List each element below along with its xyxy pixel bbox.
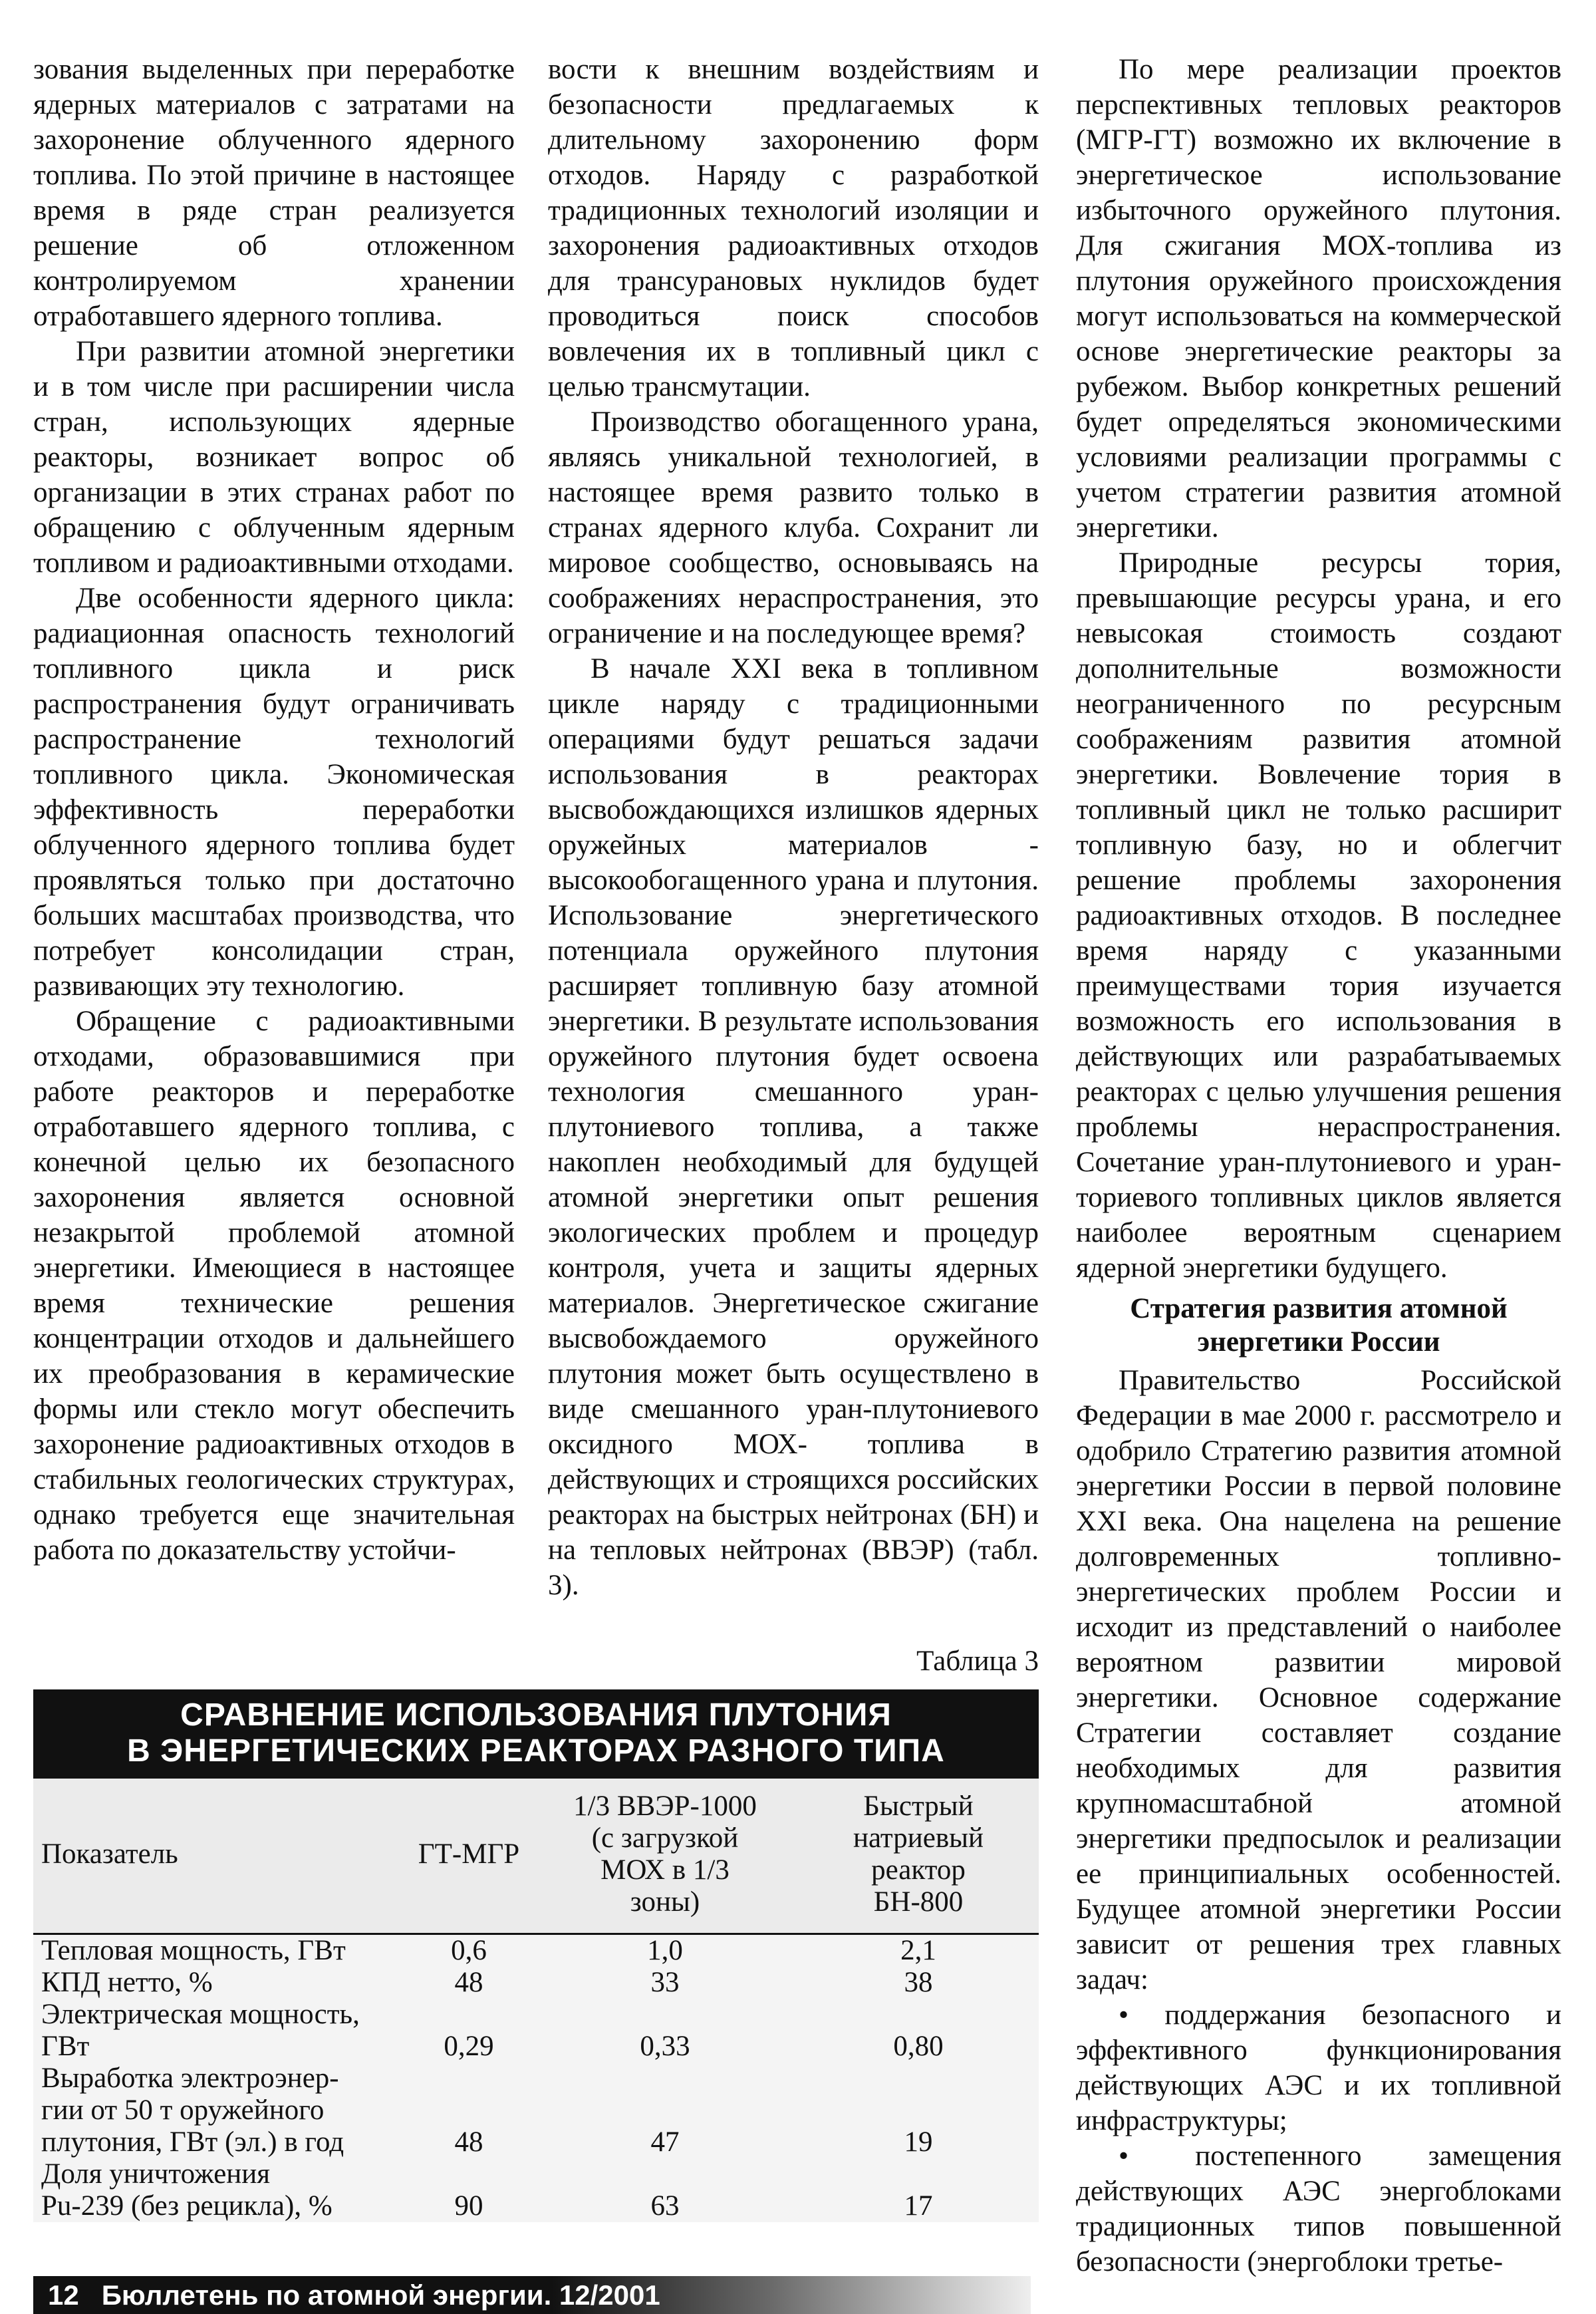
table-row	[33, 1967, 1039, 1999]
header-line: БН-800	[873, 1886, 964, 1918]
row-label-line: Pu-239 (без рецикла), %	[41, 2190, 332, 2222]
header-line: Быстрый	[863, 1791, 974, 1822]
cell-bn: 19	[904, 2126, 933, 2158]
table-row	[33, 2063, 1039, 2158]
header-line: натриевый	[853, 1822, 984, 1854]
table-row	[33, 2158, 1039, 2222]
row-label-line: Доля уничтожения	[41, 2158, 271, 2190]
bullet-list	[1076, 1997, 1561, 2279]
table-row	[33, 1999, 1039, 2063]
row-label	[33, 1934, 406, 1967]
row-label-line: Тепловая мощность, ГВт	[41, 1935, 346, 1966]
table-title-line-1: СРАВНЕНИЕ ИСПОЛЬЗОВАНИЯ ПЛУТОНИЯ	[180, 1697, 892, 1733]
cell-bn: 38	[904, 1967, 933, 1998]
text-column-2	[548, 52, 1039, 1603]
header-line: МОХ в 1/3	[600, 1854, 730, 1886]
row-label-line: Электрическая мощность,	[41, 1999, 360, 2030]
cell-vver: 33	[650, 1967, 680, 1998]
column-header-indicator: Показатель	[33, 1779, 406, 1934]
paragraph: вости к внешним воздействиям и безопасности предлагаемых к длительному захоронению форм отходов. Наряду с разработкой традиционных технологий изоляции и захоронения радиоактивных отходов для трансурановых нуклидов будет проводиться поиск способов вовлечения их в топливный цикл с целью трансмутации.	[548, 54, 1039, 402]
cell-vver: 63	[650, 2190, 680, 2222]
cell-bn: 2,1	[900, 1935, 936, 1966]
page-number: 12	[48, 2279, 79, 2311]
row-label-line: гии от 50 т оружейного	[41, 2095, 325, 2126]
paragraph: При развитии атомной энергетики и в том числе при расширении числа стран, использующих ядерные реакторы, возникает вопрос об организации в этих странах работ по обращению с облученным ядерным топливом и радиоактивными отходами.	[33, 336, 515, 579]
section-heading-line-2: энергетики России	[1197, 1326, 1440, 1358]
table-title-line-2: В ЭНЕРГЕТИЧЕСКИХ РЕАКТОРАХ РАЗНОГО ТИПА	[127, 1733, 945, 1769]
paragraph: По мере реализации проектов перспективных тепловых реакторов (МГР-ГТ) возможно их включение в энергетическое использование избыточного оружейного плутония. Для сжигания МОХ-топлива из плутония оружейного происхождения могут использоваться на коммерческой основе энергетические реакторы за рубежом. Выбор конкретных решений будет определяться экономическими условиями реализации программы с учетом стратегии развития атомной энергетики.	[1076, 54, 1561, 543]
header-line: зоны)	[630, 1886, 700, 1918]
row-label-line: Выработка электроэнер-	[41, 2063, 339, 2094]
header-line: 1/3 ВВЭР-1000	[573, 1791, 757, 1822]
cell-gt-mgr: 0,6	[451, 1935, 487, 1966]
table-title	[33, 1689, 1039, 1779]
row-label-line: плутония, ГВт (эл.) в год	[41, 2126, 344, 2158]
cell-gt-mgr: 48	[454, 2126, 483, 2158]
header-line: реактор	[871, 1854, 966, 1886]
row-label	[33, 2158, 406, 2222]
paragraph: Две особенности ядерного цикла: радиационная опасность технологий топливного цикла и риск распространения будут ограничивать распространение технологий топливного цикла. Экономическая эффективность переработки облученного ядерного топлива будет проявляться только при достаточно больших масштабах производства, что потребует консолидации стран, развивающих эту технологию.	[33, 583, 515, 1002]
paragraph: Обращение с радиоактивными отходами, образовавшимися при работе реакторов и переработке отработавшего ядерного топлива, с конечной целью их безопасного захоронения является основной незакрытой проблемой атомной энергетики. Имеющиеся в настоящее время технические решения концентрации отходов и дальнейшего их преобразования в керамические формы или стекло могут обеспечить захоронение радиоактивных отходов в стабильных геологических структурах, однако требуется еще значительная работа по доказательству устойчи-	[33, 1006, 515, 1566]
row-label	[33, 2063, 406, 2158]
bullet-item: • поддержания безопасного и эффективного функционирования действующих АЭС и их топливной инфраструктуры;	[1076, 1997, 1561, 2138]
cell-bn: 0,80	[893, 2031, 944, 2062]
row-label-line: КПД нетто, %	[41, 1967, 213, 1998]
row-label-line: ГВт	[41, 2031, 90, 2062]
row-label	[33, 1999, 406, 2063]
comparison-table	[33, 1689, 1039, 2222]
bullet-item: • постепенного замещения действующих АЭС энергоблоками традиционных типов повышенной безопасности (энергоблоки третье-	[1076, 2138, 1561, 2279]
paragraph: Правительство Российской Федерации в мае 2000 г. рассмотрело и одобрило Стратегию развития атомной энергетики России в первой половине XXI века. Она нацелена на решение долговременных топливно-энергетических проблем России и исходит из представлений о наиболее вероятном развитии мировой энергетики. Основное содержание Стратегии составляет создание необходимых для развития крупномасштабной атомной энергетики предпосылок и реализации ее принципиальных особенностей. Будущее атомной энергетики России зависит от решения трех главных задач:	[1076, 1365, 1561, 1995]
row-label	[33, 1967, 406, 1999]
cell-vver: 0,33	[640, 2031, 690, 2062]
cell-gt-mgr: 90	[454, 2190, 483, 2222]
publication-title: Бюллетень по атомной энергии. 12/2001	[101, 2279, 660, 2311]
paragraph: В начале XXI века в топливном цикле наряду с традиционными операциями будут решаться задачи использования в реакторах высвобождающихся излишков ядерных оружейных материалов - высокообогащенного урана и плутония. Использование энергетического потенциала оружейного плутония расширяет топливную базу атомной энергетики. В результате использования оружейного плутония будет освоена технология смешанного уран-плутониевого топлива, а также накоплен необходимый для будущей атомной энергетики опыт решения экологических проблем и процедур контроля, учета и защиты ядерных материалов. Энергетическое сжигание высвобождаемого оружейного плутония может быть осуществлено в виде смешанного уран-плутониевого оксидного МОХ- топлива в действующих и строящихся российских реакторах на быстрых нейтронах (БН) и на тепловых нейтронах (ВВЭР) (табл. 3).	[548, 653, 1039, 1601]
header-line: (с загрузкой	[591, 1822, 739, 1854]
cell-gt-mgr: 0,29	[444, 2031, 494, 2062]
text-column-3	[1076, 52, 1561, 2279]
column-header-gt-mgr: ГТ-МГР	[406, 1779, 532, 1934]
paragraph: зования выделенных при переработке ядерных материалов с затратами на захоронение облученного ядерного топлива. По этой причине в настоящее время в ряде стран реализуется решение об отложенном контролируемом хранении отработавшего ядерного топлива.	[33, 54, 515, 332]
paragraph: Производство обогащенного урана, являясь уникальной технологией, в настоящее время развито только в странах ядерного клуба. Сохранит ли мировое сообщество, основываясь на соображениях нераспространения, это ограничение и на последующее время?	[548, 406, 1039, 649]
table-row	[33, 1934, 1039, 1967]
paragraph: Природные ресурсы тория, превышающие ресурсы урана, и его невысокая стоимость создают дополнительные возможности неограниченного по ресурсным соображениям развития атомной энергетики. Вовлечение тория в топливный цикл не только расширит топливную базу, но и облегчит решение проблемы захоронения радиоактивных отходов. В последнее время наряду с указанными преимуществами тория изучается возможность его использования в действующих или разрабатываемых реакторах с целью улучшения решения проблемы нераспространения. Сочетание уран-плутониевого и уран-ториевого топливных циклов является наиболее вероятным сценарием ядерной энергетики будущего.	[1076, 547, 1561, 1284]
cell-vver: 1,0	[647, 1935, 683, 1966]
table-caption: Таблица 3	[916, 1646, 1039, 1677]
cell-gt-mgr: 48	[454, 1967, 483, 1998]
section-heading-line-1: Стратегия развития атомной	[1130, 1293, 1508, 1324]
data-table	[33, 1779, 1039, 2222]
column-header-vver	[532, 1779, 798, 1934]
table-header-row	[33, 1779, 1039, 1934]
cell-vver: 47	[650, 2126, 680, 2158]
page-footer	[33, 2276, 1031, 2314]
column-header-bn	[798, 1779, 1039, 1934]
cell-bn: 17	[904, 2190, 933, 2222]
section-heading	[1076, 1292, 1561, 1359]
text-column-1	[33, 52, 515, 1568]
